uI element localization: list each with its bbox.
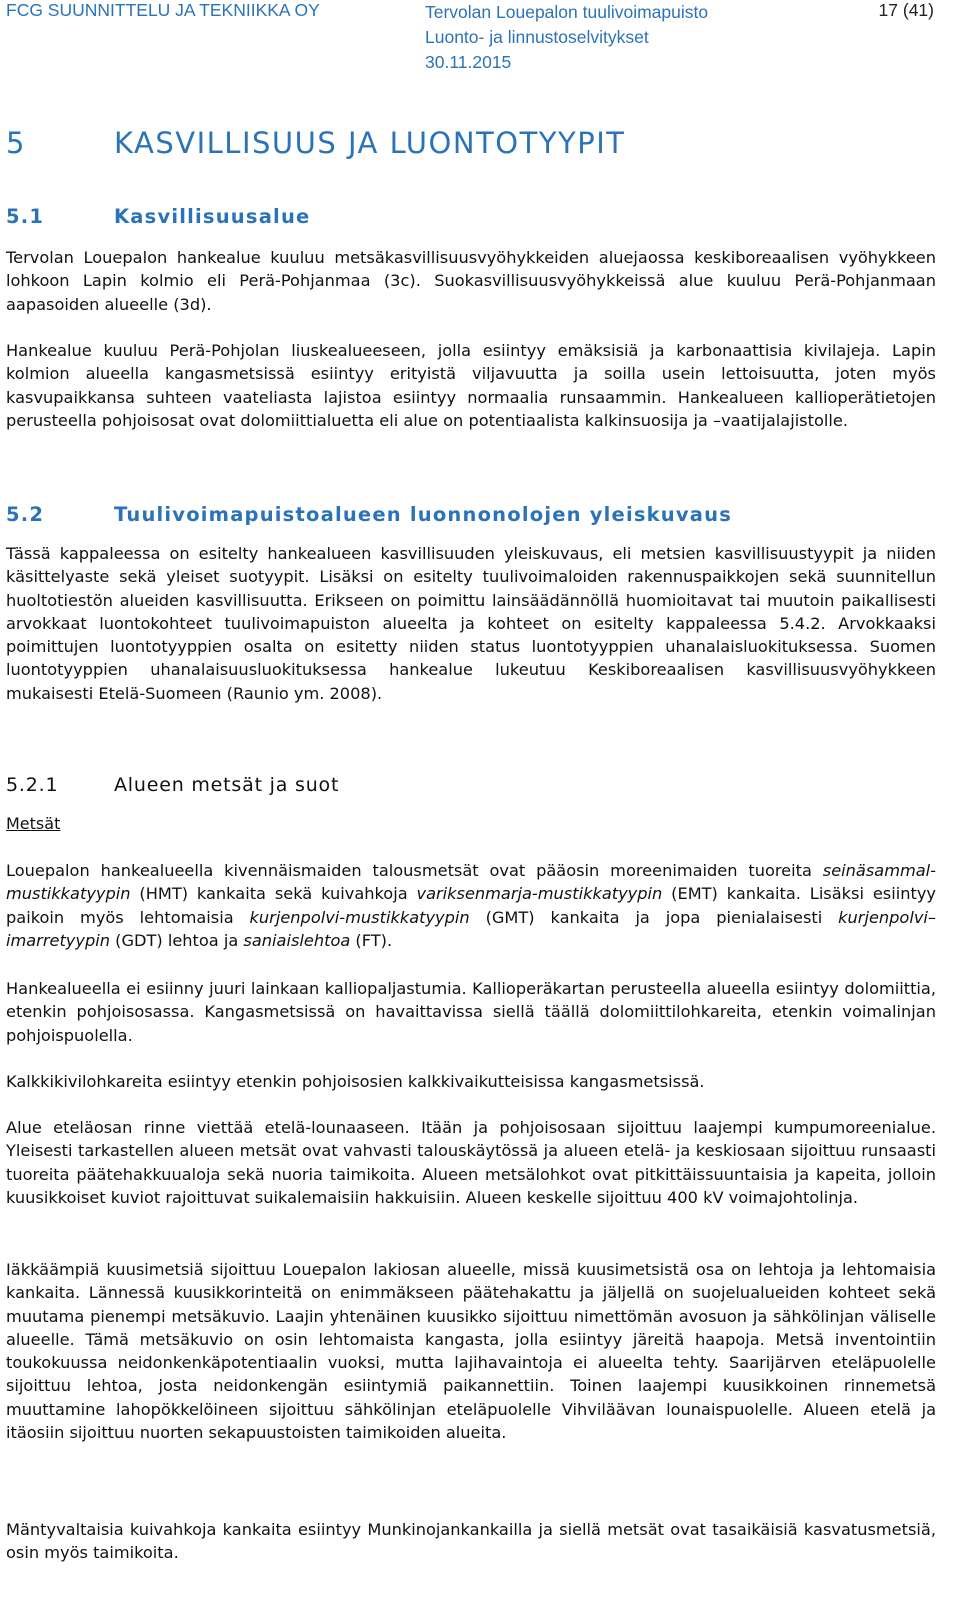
page-header (0, 0, 960, 78)
header-project-title: Tervolan Louepalon tuulivoimapuisto (425, 2, 709, 22)
section-number: 5.2 (6, 503, 45, 526)
subheading-forests: Metsät (6, 814, 61, 833)
forest-type-term: kurjenpolvi–imarretyypin (6, 907, 937, 950)
forest-type-term: seinäsammal-mustikkatyypin (6, 861, 936, 904)
text-run: (EMT) kankaita. Lisäksi esiintyy paikoin myös lehtomaisia (6, 884, 936, 927)
section-heading-5-1 (6, 205, 310, 228)
paragraph-pine-forests: Mäntyvaltaisia kuivahkoja kankaita esiintyy Munkinojankankailla ja siellä metsät ovat tasaikäisiä kasvatusmetsiä, osin myös taimikoita. (6, 1520, 936, 1563)
section-title: Tuulivoimapuistoalueen luonnonolojen yleiskuvaus (114, 503, 733, 526)
section-title: KASVILLISUUS JA LUONTOTYYPIT (114, 126, 626, 160)
forest-type-term: kurjenpolvi-mustikkatyypin (249, 907, 470, 927)
paragraph-topography: Alue eteläosan rinne viettää etelä-lounaaseen. Itään ja pohjoisosaan sijoittuu laajempi kumpumoreenialue. Yleisesti tarkastellen alueen metsät ovat vahvasti talouskäytössä ja alueen etelä- ja keskiosaan sijoittuu runsaasti tuoreita päätehakkuualoja sekä nuoria taimikoita. Alueen metsälohkot ovat pitkittäissuuntaisia ja kapeita, jolloin kuusikkoiset kuviot rajoittuvat suikalemaisiin hakkuisiin. Alueen keskelle sijoittuu 400 kV voimajohtolinja. (6, 1118, 936, 1207)
text-run: Louepalon hankealueella kivennäismaiden talousmetsät ovat pääosin moreenimaiden tuoreita (6, 861, 823, 880)
paragraph-bedrock-outcrops: Hankealueella ei esiinny juuri lainkaan kalliopaljastumia. Kallioperäkartan perusteella alueella esiintyy dolomiittia, etenkin pohjoisosassa. Kangasmetsissä on havaittavissa siellä täällä dolomiittilohkareita, etenkin voimalinjan pohjoispuolella. (6, 979, 936, 1045)
text-run: (GDT) lehtoa ja (110, 930, 244, 950)
paragraph-spruce-forests: Iäkkäämpiä kuusimetsiä sijoittuu Louepalon lakiosan alueelle, missä kuusimetsistä osa on lehtoja ja lehtomaisia kankaita. Lännessä kuusikkorinteitä on enimmäkseen päätehakattu ja jäljellä on suojelualueiden kohteet sekä muutama pienempi metsäkuvio. Laajin yhtenäinen kuusikko sijoittuu nimettömän avosuon ja sähkölinjan väliselle alueelle. Tämä metsäkuvio on osin lehtomaista kangasta, jolla esiintyy järeitä haapoja. Metsä inventointiin toukokuussa neidonkenkäpotentiaalin vuoksi, mutta lajihavaintoja ei alueelta tehty. Saarijärven eteläpuolelle sijoittuu lehtoa, josta neidonkengän esiintymiä paikannettiin. Toinen laajempi kuusikkoinen rinnemetsä muuttamine lahopökkelöineen sijoittuu sähkölinjan eteläpuolelle Vihviläävan lounaispuolelle. Alueen etelä ja itäosiin sijoittuu nuorten sekapuustoisten taimikoiden alueita. (6, 1260, 936, 1443)
text-run: (FT). (350, 930, 393, 950)
paragraph-limestone: Kalkkikivilohkareita esiintyy etenkin pohjoisosien kalkkivaikutteisissa kangasmetsissä. (6, 1072, 705, 1091)
paragraph-vegetation-zone: Tervolan Louepalon hankealue kuuluu metsäkasvillisuusvyöhykkeiden aluejaossa keskiboreaalisen vyöhykkeen lohkoon Lapin kolmio eli Perä-Pohjanmaa (3c). Suokasvillisuusvyöhykkeissä alue kuuluu Perä-Pohjanmaan aapasoiden alueelle (3d). (6, 248, 936, 314)
forest-type-term: saniaislehtoa (243, 930, 351, 950)
section-heading-5 (6, 126, 626, 160)
paragraph-bedrock: Hankealue kuuluu Perä-Pohjolan liuskealueeseen, jolla esiintyy emäksisiä ja karbonaattisia kivilajeja. Lapin kolmion alueella kangasmetsissä esiintyy erityistä viljavuutta ja soilla usein lettoisuutta, joten myös kasvupaikkansa suhteen vaateliasta lajistoa esiintyy normaalia runsaammin. Hankealueen kallioperätietojen perusteella pohjoisosat ovat dolomiittialuetta eli alue on potentiaalista kalkinsuosija ja –vaatijalajistolle. (6, 341, 936, 430)
paragraph-overview: Tässä kappaleessa on esitelty hankealueen kasvillisuuden yleiskuvaus, eli metsien kasvillisuustyypit ja niiden käsittelyaste sekä yleiset suotyypit. Lisäksi on esitelty tuulivoimaloiden rakennuspaikkojen sekä suunnitellun huoltotiestön alueiden kasvillisuutta. Erikseen on poimittu lainsäädännöllä huomioitavat tai muutoin paikallisesti arvokkaat luontokohteet tuulivoimapuiston alueelta ja kohteet on esitelty kappaleessa 5.4.2. Arvokkaaksi poimittujen luontotyyppien osalta on esitetty niiden status luontotyyppien uhanalaisluokituksessa. Suomen luontotyyppien uhanalaisuusluokituksessa hankealue lukeutuu Keskiboreaalisen kasvillisuusvyöhykkeen mukaisesti Etelä-Suomeen (Raunio ym. 2008). (6, 544, 936, 703)
section-heading-5-2-1 (6, 774, 339, 796)
section-title: Kasvillisuusalue (114, 205, 311, 228)
section-number: 5.1 (6, 205, 45, 228)
text-run: (GMT) kankaita ja jopa pienialaisesti (469, 907, 839, 927)
section-title: Alueen metsät ja suot (114, 774, 340, 796)
paragraph-forest-types (6, 859, 936, 952)
header-project-subtitle: Luonto- ja linnustoselvitykset (425, 27, 649, 47)
section-number: 5 (6, 126, 26, 160)
forest-type-term: variksenmarja-mustikkatyypin (416, 884, 663, 904)
header-project (425, 0, 708, 75)
text-run: (HMT) kankaita sekä kuivahkoja (130, 884, 417, 904)
section-heading-5-2 (6, 503, 732, 526)
header-date: 30.11.2015 (425, 52, 512, 72)
header-company: FCG SUUNNITTELU JA TEKNIIKKA OY (6, 0, 320, 20)
header-page-number: 17 (41) (878, 0, 934, 20)
section-number: 5.2.1 (6, 774, 59, 796)
